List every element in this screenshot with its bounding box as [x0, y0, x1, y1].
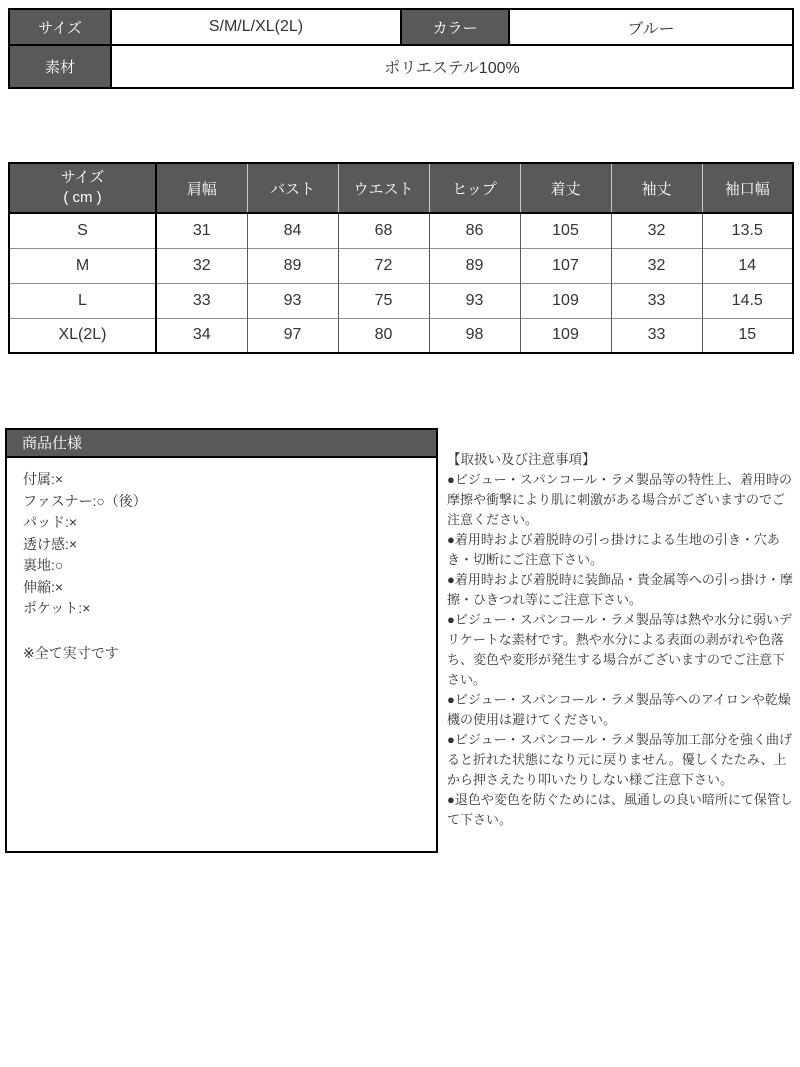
size-name-cell: XL(2L): [9, 318, 156, 353]
size-name-cell: S: [9, 213, 156, 248]
note-item: ●ビジュー・スパンコール・ラメ製品等の特性上、着用時の摩擦や衝撃により肌に刺激がある場合がございますのでご注意ください。: [447, 472, 792, 527]
color-value-cell: ブルー: [509, 9, 793, 45]
handling-notes: [447, 450, 797, 830]
measurement-cell: 89: [247, 248, 338, 283]
size-chart-row: [9, 318, 793, 353]
measurement-cell: 86: [429, 213, 520, 248]
measurement-cell: 109: [520, 318, 611, 353]
spec-item: 伸縮:×: [23, 578, 64, 595]
size-chart-row: [9, 213, 793, 248]
measurement-cell: 68: [338, 213, 429, 248]
material-value-cell: ポリエステル100%: [111, 45, 793, 88]
spec-item: 付属:×: [23, 471, 64, 487]
measurement-cell: 80: [338, 318, 429, 353]
note-item: ●着用時および着脱時の引っ掛けによる生地の引き・穴あき・切断にご注意下さい。: [447, 532, 780, 567]
measurement-cell: 32: [611, 213, 702, 248]
size-chart-table: [8, 162, 794, 354]
measurement-cell: 98: [429, 318, 520, 353]
size-chart-row: [9, 248, 793, 283]
size-chart-column-header: 袖丈: [611, 163, 702, 213]
info-row-size-color: [9, 9, 793, 45]
measurement-cell: 93: [429, 283, 520, 318]
measurement-cell: 109: [520, 283, 611, 318]
size-chart-corner-cell: [9, 163, 156, 213]
spec-note: ※全て実寸です: [23, 644, 119, 661]
spec-item: ファスナー:○（後）: [23, 492, 147, 509]
measurement-cell: 89: [429, 248, 520, 283]
measurement-cell: 14: [702, 248, 793, 283]
measurement-cell: 14.5: [702, 283, 793, 318]
note-item: ●退色や変色を防ぐためには、風通しの良い暗所にて保管して下さい。: [447, 792, 793, 827]
color-label-cell: カラー: [401, 9, 509, 45]
spec-box-title: 商品仕様: [7, 430, 436, 458]
material-label-cell: 素材: [9, 45, 111, 88]
size-chart-column-header: 袖口幅: [702, 163, 793, 213]
spec-item: 裏地:○: [23, 557, 64, 573]
measurement-cell: 97: [247, 318, 338, 353]
measurement-cell: 34: [156, 318, 247, 353]
measurement-cell: 13.5: [702, 213, 793, 248]
size-chart-column-header: ウエスト: [338, 163, 429, 213]
measurement-cell: 105: [520, 213, 611, 248]
measurement-cell: 31: [156, 213, 247, 248]
measurement-cell: 33: [611, 318, 702, 353]
note-item: ●ビジュー・スパンコール・ラメ製品等へのアイロンや乾燥機の使用は避けてください。: [447, 692, 791, 727]
size-value-cell: S/M/L/XL(2L): [111, 9, 401, 45]
size-name-cell: M: [9, 248, 156, 283]
note-item: ●着用時および着脱時に装飾品・貴金属等への引っ掛け・摩擦・ひきつれ等にご注意下さい。: [447, 572, 793, 607]
size-chart-column-header: ヒップ: [429, 163, 520, 213]
size-chart-column-header: バスト: [247, 163, 338, 213]
corner-line2: ( cm ): [63, 189, 102, 206]
measurement-cell: 72: [338, 248, 429, 283]
size-chart-row: [9, 283, 793, 318]
size-chart-column-header: 着丈: [520, 163, 611, 213]
measurement-cell: 32: [611, 248, 702, 283]
spec-item: 透け感:×: [23, 535, 78, 552]
size-name-cell: L: [9, 283, 156, 318]
info-row-material: [9, 45, 793, 88]
handling-notes-title: 【取扱い及び注意事項】: [447, 452, 596, 467]
corner-line1: サイズ: [60, 169, 105, 186]
spec-item: パッド:×: [23, 514, 78, 530]
product-spec-box: [5, 428, 438, 853]
product-info-table: [8, 8, 794, 89]
size-chart-column-header: 肩幅: [156, 163, 247, 213]
measurement-cell: 15: [702, 318, 793, 353]
spec-list: [7, 469, 436, 620]
spec-item: ポケット:×: [23, 600, 91, 616]
measurement-cell: 33: [156, 283, 247, 318]
measurement-cell: 93: [247, 283, 338, 318]
measurement-cell: 75: [338, 283, 429, 318]
note-item: ●ビジュー・スパンコール・ラメ製品等は熱や水分に弱いデリケートな素材です。熱や水分による表面の剥がれや色落ち、変色や変形が発生する場合がございますのでご注意下さい。: [447, 612, 792, 687]
size-chart-header-row: [9, 163, 793, 213]
note-item: ●ビジュー・スパンコール・ラメ製品等加工部分を強く曲げると折れた状態になり元に戻りません。優しくたたみ、上から押さえたり叩いたりしない様ご注意下さい。: [447, 732, 792, 787]
size-label-cell: サイズ: [9, 9, 111, 45]
measurement-cell: 32: [156, 248, 247, 283]
handling-notes-body: [447, 470, 797, 830]
measurement-cell: 107: [520, 248, 611, 283]
measurement-cell: 33: [611, 283, 702, 318]
measurement-cell: 84: [247, 213, 338, 248]
